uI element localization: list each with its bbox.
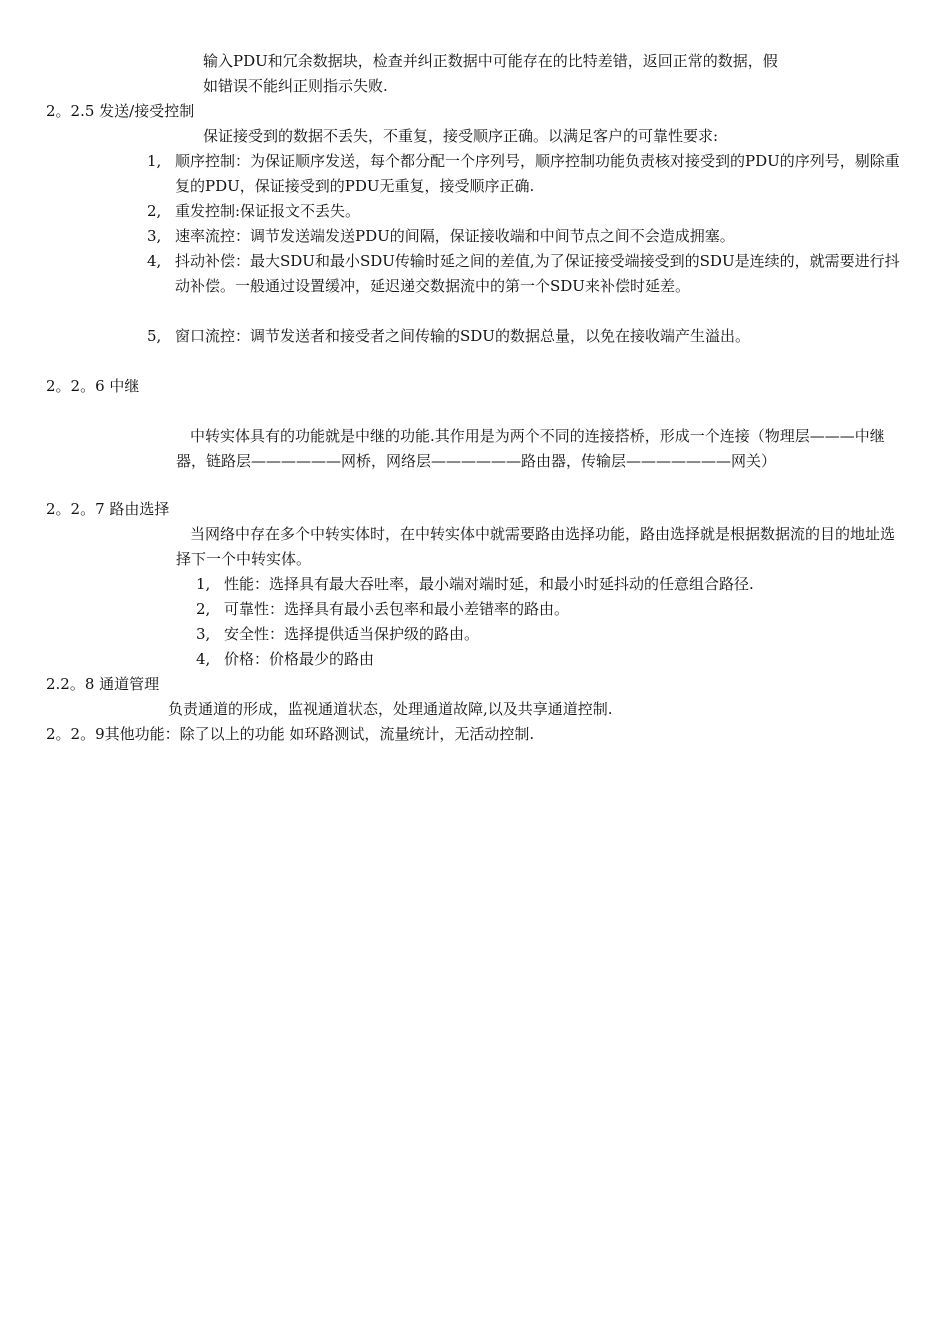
- list-marker: 3,: [196, 625, 211, 643]
- section-body-2-2-6: 中转实体具有的功能就是中继的功能.其作用是为两个不同的连接搭桥，形成一个连接（物理层———中继器，链路层——————网桥，网络层——————路由器，传输层———————网关）: [176, 427, 885, 470]
- list-item: [147, 224, 908, 249]
- list-item-text: 速率流控：调节发送端发送PDU的间隔，保证接收端和中间节点之间不会造成拥塞。: [175, 227, 735, 245]
- section-body-2-2-8: 负责通道的形成，监视通道状态，处理通道故障,以及共享通道控制.: [168, 700, 613, 718]
- section-heading-2-2-8: 2.2。8 通道管理: [46, 675, 160, 693]
- list-marker: 1,: [196, 575, 211, 593]
- section-heading-2-2-6: 2。2。6 中继: [46, 377, 140, 395]
- section-body-2-2-7: 当网络中存在多个中转实体时，在中转实体中就需要路由选择功能，路由选择就是根据数据流的目的地址选择下一个中转实体。: [176, 525, 896, 568]
- section-heading-2-2-5: 2。2.5 发送/接受控制: [46, 102, 195, 120]
- list-marker: 4,: [196, 650, 211, 668]
- intro-line-1: 输入PDU和冗余数据块，检查并纠正数据中可能存在的比特差错，返回正常的数据，假: [203, 52, 778, 70]
- section-summary-2-2-5: 保证接受到的数据不丢失，不重复，接受顺序正确。以满足客户的可靠性要求:: [203, 127, 719, 145]
- list-item: [196, 622, 908, 647]
- intro-line-2: 如错误不能纠正则指示失败.: [203, 77, 388, 95]
- list-item-text: 可靠性：选择具有最小丢包率和最小差错率的路由。: [224, 600, 570, 618]
- list-marker: 1,: [147, 152, 162, 170]
- list-item-text: 顺序控制：为保证顺序发送，每个都分配一个序列号，顺序控制功能负责核对接受到的PDU的序列号，剔除重复的PDU，保证接受到的PDU无重复，接受顺序正确.: [175, 152, 900, 195]
- list-item: [147, 324, 908, 349]
- list-item-text: 窗口流控：调节发送者和接受者之间传输的SDU的数据总量，以免在接收端产生溢出。: [175, 327, 750, 345]
- list-marker: 5,: [147, 327, 162, 345]
- list-item: [147, 149, 908, 199]
- section-heading-2-2-7: 2。2。7 路由选择: [46, 500, 170, 518]
- list-item-text: 抖动补偿：最大SDU和最小SDU传输时延之间的差值,为了保证接受端接受到的SDU是连续的，就需要进行抖动补偿。一般通过设置缓冲，延迟递交数据流中的第一个SDU来补偿时延差。: [175, 252, 900, 295]
- list-item: [147, 199, 908, 224]
- list-marker: 3,: [147, 227, 162, 245]
- list-item-text: 价格：价格最少的路由: [224, 650, 375, 668]
- list-item-text: 重发控制:保证报文不丢失。: [175, 202, 361, 220]
- list-item: [147, 249, 908, 299]
- list-marker: 2,: [147, 202, 162, 220]
- list-marker: 4,: [147, 252, 162, 270]
- list-item-text: 安全性：选择提供适当保护级的路由。: [224, 625, 480, 643]
- section-heading-2-2-9: 2。2。9其他功能：除了以上的功能 如环路测试，流量统计，无活动控制.: [46, 725, 535, 743]
- list-item-text: 性能：选择具有最大吞吐率，最小端对端时延，和最小时延抖动的任意组合路径.: [224, 575, 754, 593]
- list-item: [196, 597, 908, 622]
- list-item: [196, 572, 908, 597]
- list-item: [196, 647, 908, 672]
- list-marker: 2,: [196, 600, 211, 618]
